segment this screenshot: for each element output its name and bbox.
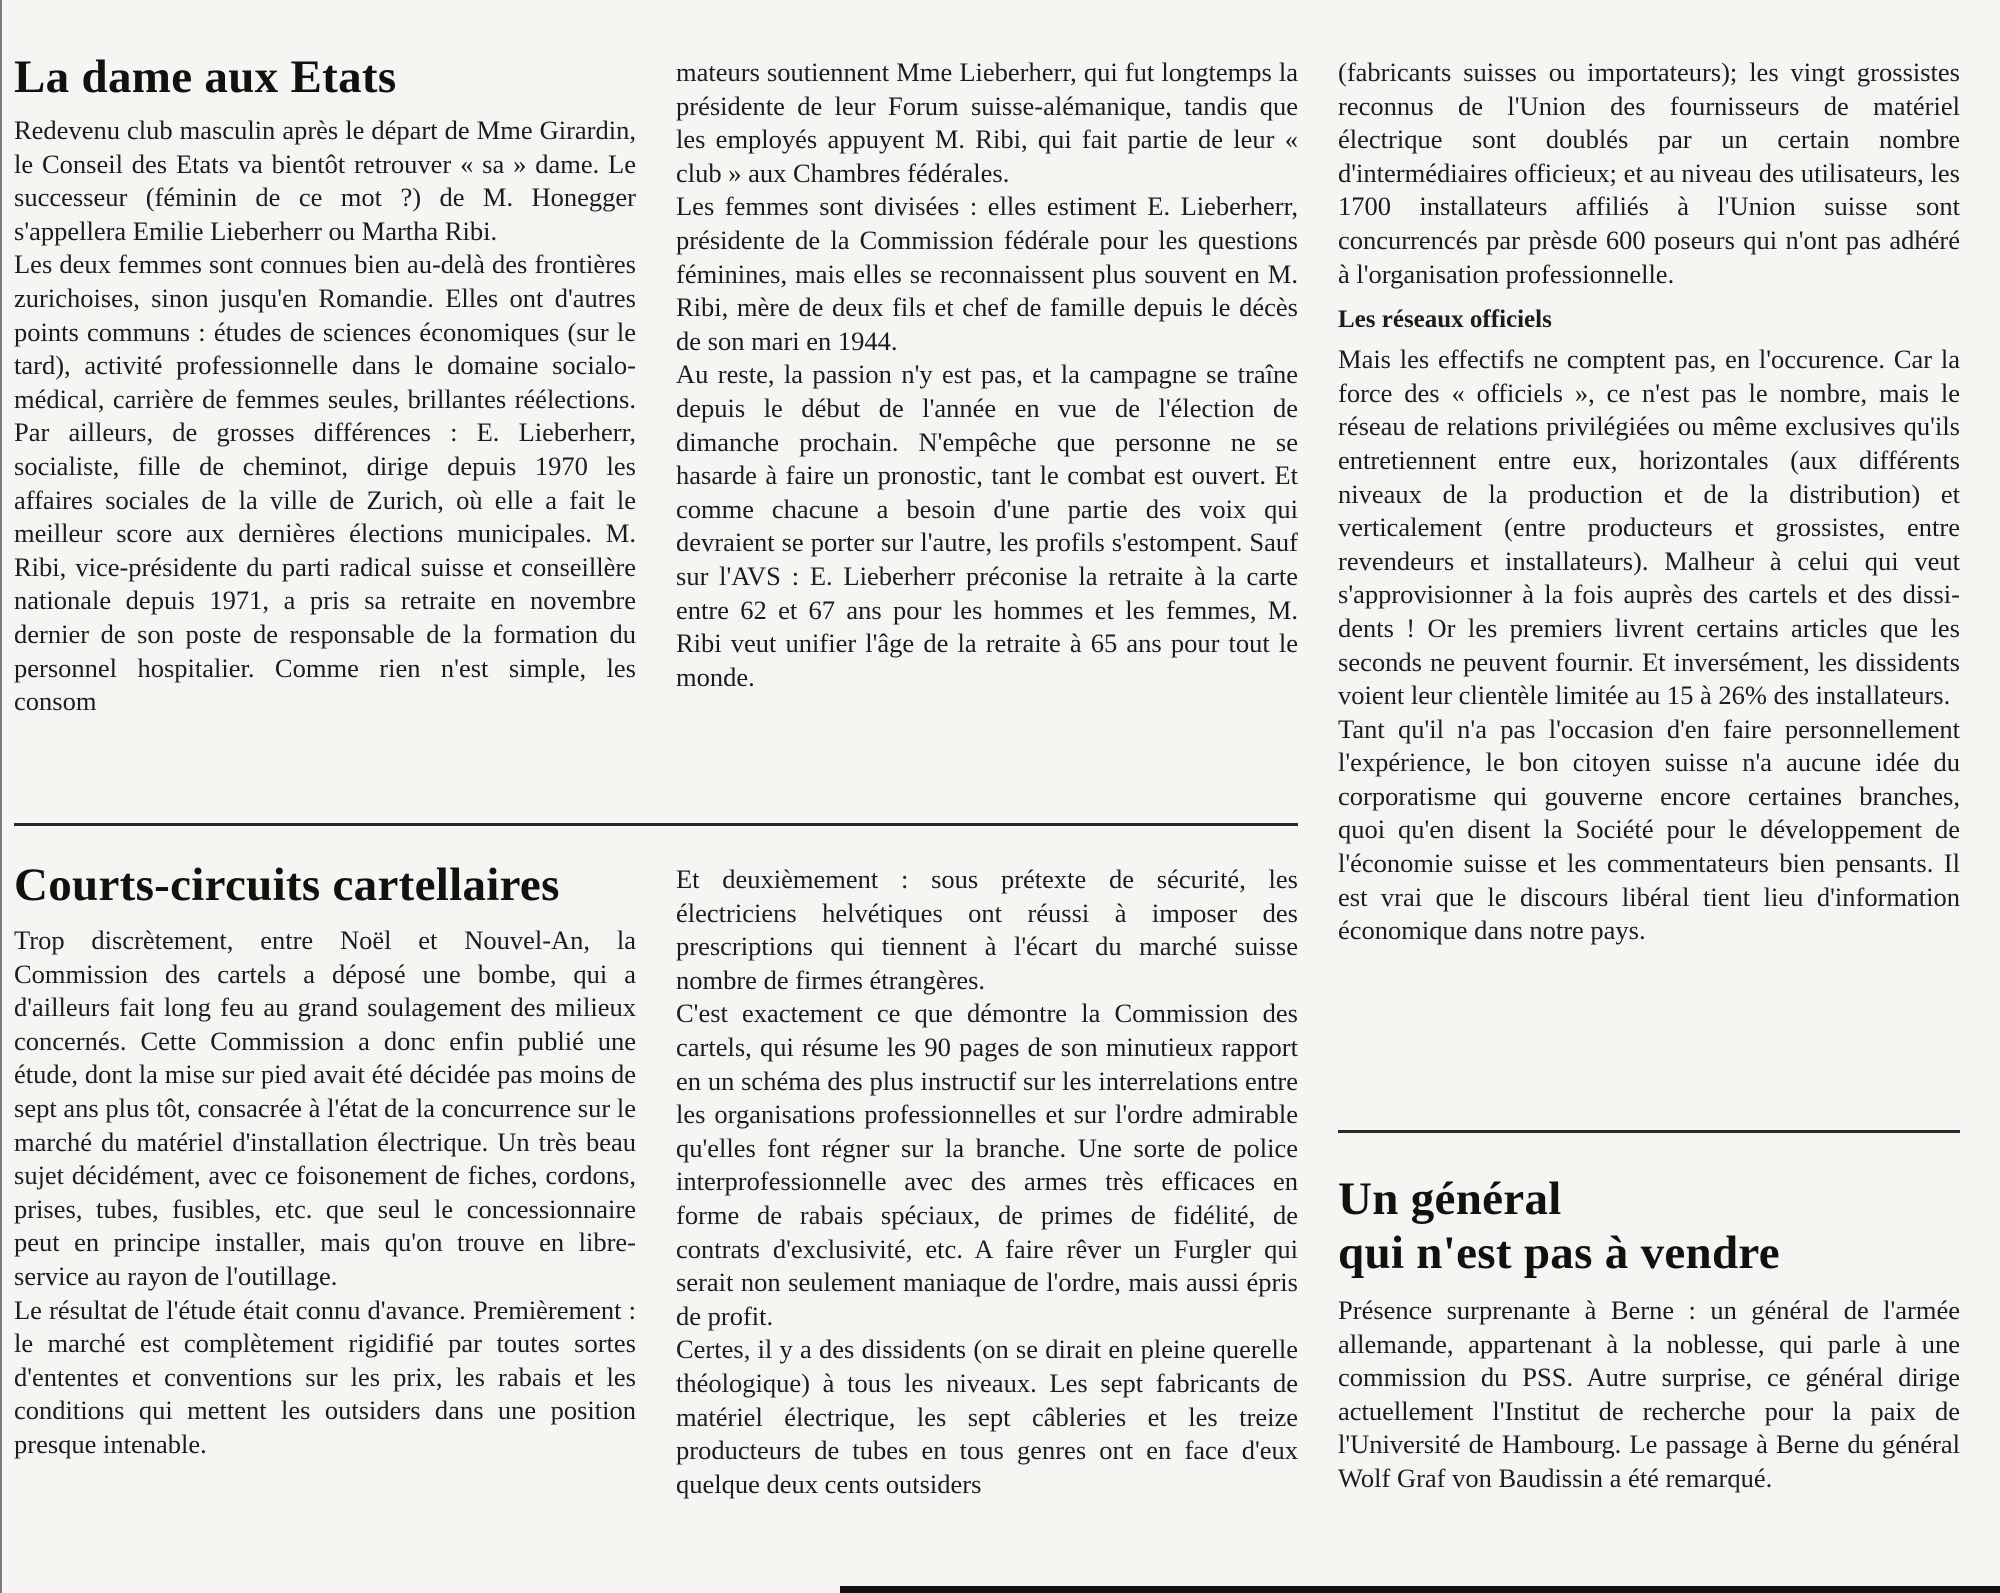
paragraph: Tant qu'il n'a pas l'occasion d'en faire personnellement l'expérience, le bon citoyen suisse n'a aucune idée du corporatisme qui gouverne encore certaines branches, quoi qu'en disent la Société pour le développement de l'économie suisse et les commentateurs bien pensants. Il est vrai que le discours libéral tient lieu d'information économique dans notre pays. — [1338, 713, 1960, 946]
article-dame-col2 — [676, 56, 1298, 694]
paragraph: Les femmes sont divisées : elles estiment E. Lieberherr, présidente de la Commission fédérale pour les questions féminines, mais elles se reconnaissent plus souvent en M. Ribi, mère de deux fils et chef de famille depuis le décès de son mari en 1944. — [676, 191, 1298, 356]
paragraph: Présence surprenante à Berne : un général de l'armée allemande, appartenant à la noblesse, qui parle à une commission du PSS. Autre surprise, ce général dirige actuellement l'Institut de recherche pour la paix de l'Université de Hambourg. Le passage à Berne du général Wolf Graf von Baudissin a été remarqué. — [1338, 1295, 1960, 1493]
article-courts-col1 — [14, 858, 636, 1462]
paragraph: Et deuxièmement : sous prétexte de sécurité, les électriciens helvétiques ont réussi à imposer des prescriptions qui tiennent à l'écart du marché suisse nombre de firmes étrangères. — [676, 864, 1298, 995]
section-divider — [14, 823, 1298, 826]
article-title-courts: Courts-circuits cartellaires — [14, 859, 560, 911]
scan-edge — [840, 1586, 2000, 1593]
article-dame-col1 — [14, 50, 636, 719]
paragraph: Mais les effectifs ne comptent pas, en l'occurence. Car la force des « officiels », ce n'est pas le nombre, mais le réseau de relations privilégiées ou même exclusives qu'ils entretiennent entre eux, horizontales (aux différents niveaux de la production et de la distribution) et verticalement (entre producteurs et grossistes, entre revendeurs et installateurs). Malheur à celui qui veut s'approvisionner à la fois auprès des cartels et des dissidents ! Or les premiers livrent certains articles que les seconds ne peuvent fournir. Et inversément, les dissidents voient leur clientèle limitée au 15 à 26% des installateurs. — [1338, 344, 1960, 711]
article-general — [1338, 1172, 1960, 1496]
subheading: Les réseaux officiels — [1338, 306, 1552, 334]
paragraph: mateurs soutiennent Mme Lieberherr, qui fut longtemps la présidente de leur Forum suisse-alémanique, tandis que les employés appuyent M. Ribi, qui fait partie de leur « club » aux Chambres fédérales. — [676, 57, 1298, 188]
article-courts-col2 — [676, 863, 1298, 1501]
paragraph: Trop discrètement, entre Noël et Nouvel-An, la Commission des cartels a déposé une bombe, qui a d'ailleurs fait long feu au grand soulagement des milieux concernés. Cette Commission a donc enfin publié une étude, dont la mise sur pied avait été décidée pas moins de sept ans plus tôt, consacrée à l'état de la concurrence sur le marché du matériel d'installation électrique. Un très beau sujet décidément, avec ce foisonement de fiches, cordons, prises, tubes, fusibles, etc. que seul le concessionnaire peut en principe installer, mais qu'on trouve en libre-service au rayon de l'outillage. — [14, 925, 636, 1291]
paragraph: (fabricants suisses ou importateurs); les vingt grossistes reconnus de l'Union des fournisseurs de matériel électrique sont doublés par un certain nombre d'intermédiaires officieux; et au niveau des utilisateurs, les 1700 installateurs affiliés à l'Union suisse sont concurrencés par prèsde 600 poseurs qui n'ont pas adhéré à l'organisation professionnelle. — [1338, 57, 1960, 289]
article-title-general-line2: qui n'est pas à vendre — [1338, 1227, 1780, 1279]
paragraph: Les deux femmes sont connues bien au-delà des frontières zurichoises, sinon jusqu'en Romandie. Elles ont d'autres points communs : études de sciences économiques (sur le tard), activité professionnelle dans le domaine socialo-médical, carrière de femmes seules, brillantes réélections. Par ailleurs, de grosses différences : E. Lieberherr, socialiste, fille de cheminot, dirige depuis 1970 les affaires sociales de la ville de Zurich, où elle a fait le meilleur score aux dernières élections municipales. M. Ribi, vice-présidente du parti radical suisse et conseillère nationale depuis 1971, a pris sa retraite en novembre dernier de son poste de responsable de la formation du personnel hospitalier. Comme rien n'est simple, les consom — [14, 249, 636, 717]
paragraph: Certes, il y a des dissidents (on se dirait en pleine querelle théologique) à tous les niveaux. Les sept fabricants de matériel électrique, les sept câbleries et les treize producteurs de tubes en tous genres ont en face d'eux quelque deux cents outsiders — [676, 1334, 1298, 1499]
article-title-dame: La dame aux Etats — [14, 51, 397, 103]
page-edge — [0, 0, 2, 1593]
paragraph: C'est exactement ce que démontre la Commission des cartels, qui résume les 90 pages de son minutieux rapport en un schéma des plus instructif sur les interrelations entre les organisations professionnelles et sur l'ordre admirable qu'elles font régner sur la branche. Une sorte de police interprofessionnelle avec des armes très efficaces en forme de rabais spéciaux, de primes de fidélité, de contrats d'exclusivité, etc. A faire rêver un Furgler qui serait non seulement maniaque de l'ordre, mais aussi épris de profit. — [676, 998, 1298, 1331]
paragraph: Le résultat de l'étude était connu d'avance. Premièrement : le marché est complètement rigidifié par toutes sortes d'ententes et conventions sur les prix, les rabais et les conditions qui mettent les outsiders dans une position presque intenable. — [14, 1294, 636, 1459]
paragraph: Redevenu club masculin après le départ de Mme Girardin, le Conseil des Etats va bientôt retrouver « sa » dame. Le successeur (féminin de ce mot ?) de M. Honegger s'appellera Emilie Lieberherr ou Martha Ribi. — [14, 115, 636, 246]
section-divider — [1338, 1130, 1960, 1133]
article-title-general-line1: Un général — [1338, 1173, 1562, 1225]
paragraph: Au reste, la passion n'y est pas, et la campagne se traîne depuis le début de l'année en vue de l'élection de dimanche prochain. N'empêche que personne ne se hasarde à faire un pronostic, tant le combat est ouvert. Et comme chacune a besoin d'une partie des voix qui devraient se porter sur l'autre, les profils s'estompent. Sauf sur l'AVS : E. Lieberherr préconise la retraite à la carte entre 62 et 67 ans pour les hommes et les femmes, M. Ribi veut unifier l'âge de la retraite à 65 ans pour tout le monde. — [676, 359, 1298, 692]
article-courts-col3 — [1338, 56, 1960, 948]
